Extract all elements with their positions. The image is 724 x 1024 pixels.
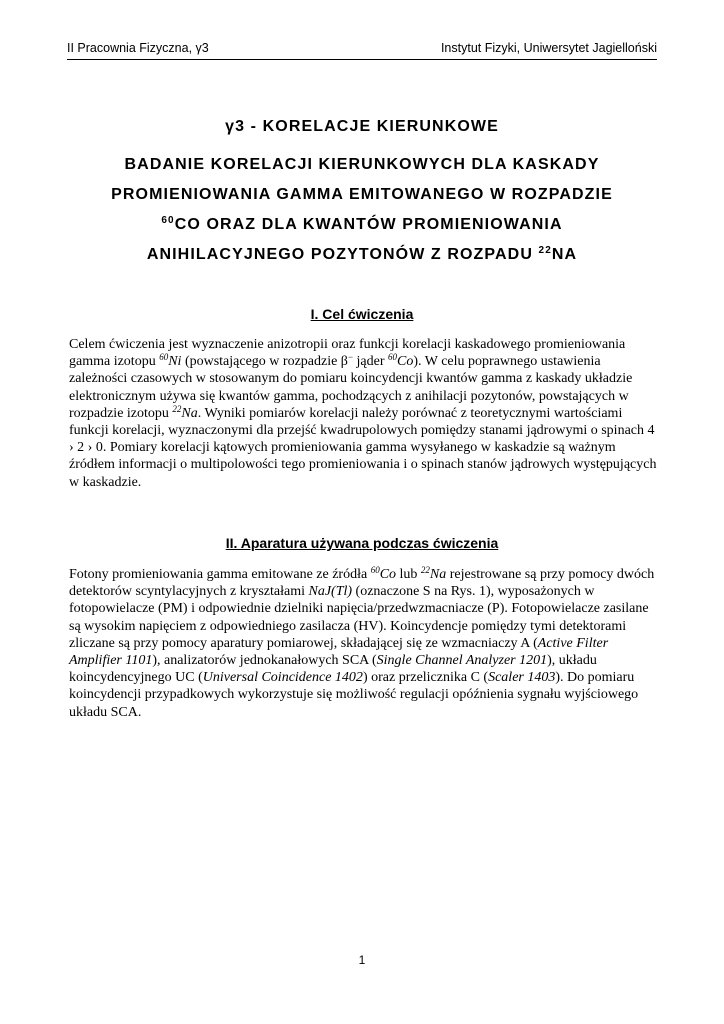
section-1-paragraph: Celem ćwiczenia jest wyznaczenie anizotropii oraz funkcji korelacji kaskadowego promieniowania gamma izotopu $^{60}$Ni (powstającego w rozpadzie β− jąder $^{60}$Co). W celu poprawnego ustawienia zależności czasowych w stosowanym do pomiaru koincydencji kwantów gamma z kaskady układzie elektronicznym używa się kwantów gamma, pochodzących z anihilacji pozytonów, powstających w rozpadzie izotopu $^{22}$Na. Wyniki pomiarów korelacji należy porównać z teoretycznymi wartościami funkcji korelacji, wyznaczonymi dla przejść kwadrupolowych pomiędzy stanami jądrowymi o spinach 4 › 2 › 0. Pomiary korelacji kątowych promieniowania gamma wysyłanego w kaskadzie są ważnym źródłem informacji o multipolowości tego promieniowania i o spinach stanów jądrowych występujących w kaskadzie.	[69, 337, 657, 490]
subtitle-co-mass-number: 60	[161, 215, 175, 226]
document-title-block	[67, 118, 657, 270]
subtitle-line-4: ANIHILACYJNEGO POZYTONÓW Z ROZPADU	[146, 246, 539, 263]
page-number: 1	[358, 953, 366, 967]
section-2-paragraph: Fotony promieniowania gamma emitowane ze źródła $^{60}$Co lub $^{22}$Na rejestrowane są przy pomocy dwóch detektorów scyntylacyjnych z kryształami NaJ(Tl) (oznaczone S na Rys. 1), wyposażonych w fotopowielacze (PM) i odpowiednie dzielniki napięcia/przedwzmacniacze (P). Fotopowielacze zasilane są wysokim napięciem z odpowiedniego zasilacza (HV). Koincydencje pomiędzy tymi detektorami zliczane są przy pomocy aparatury pomiarowej, składającej się ze wzmacniaczy A (Active Filter Amplifier 1101), analizatorów jednokanałowych SCA (Single Channel Analyzer 1201), układu koincydencyjnego UC (Universal Coincidence 1402) oraz przelicznika C (Scaler 1403). Do pomiaru koincydencji przypadkowych wykorzystuje się możliwość regulacji opóźnienia sygnału wyjściowego układu SCA.	[69, 565, 655, 720]
subtitle-na-mass-number: 22	[538, 245, 552, 256]
subtitle-line-4-end: NA	[551, 246, 578, 263]
section-1-heading: I. Cel ćwiczenia	[310, 306, 414, 322]
subtitle-line-3: CO ORAZ DLA KWANTÓW PROMIENIOWANIA	[174, 216, 563, 233]
subtitle-line-2: PROMIENIOWANIA GAMMA EMITOWANEGO W ROZPADZIE	[111, 186, 613, 203]
page-header	[67, 41, 657, 60]
header-right: Instytut Fizyki, Uniwersytet Jagielloński	[440, 41, 657, 55]
main-title: γ3 - KORELACJE KIERUNKOWE	[225, 118, 499, 135]
subtitle-line-1: BADANIE KORELACJI KIERUNKOWYCH DLA KASKADY	[124, 156, 600, 173]
subtitle	[67, 150, 657, 270]
section-2-heading: II. Aparatura używana podczas ćwiczenia	[225, 535, 499, 551]
header-left: II Pracownia Fizyczna, γ3	[67, 41, 209, 55]
